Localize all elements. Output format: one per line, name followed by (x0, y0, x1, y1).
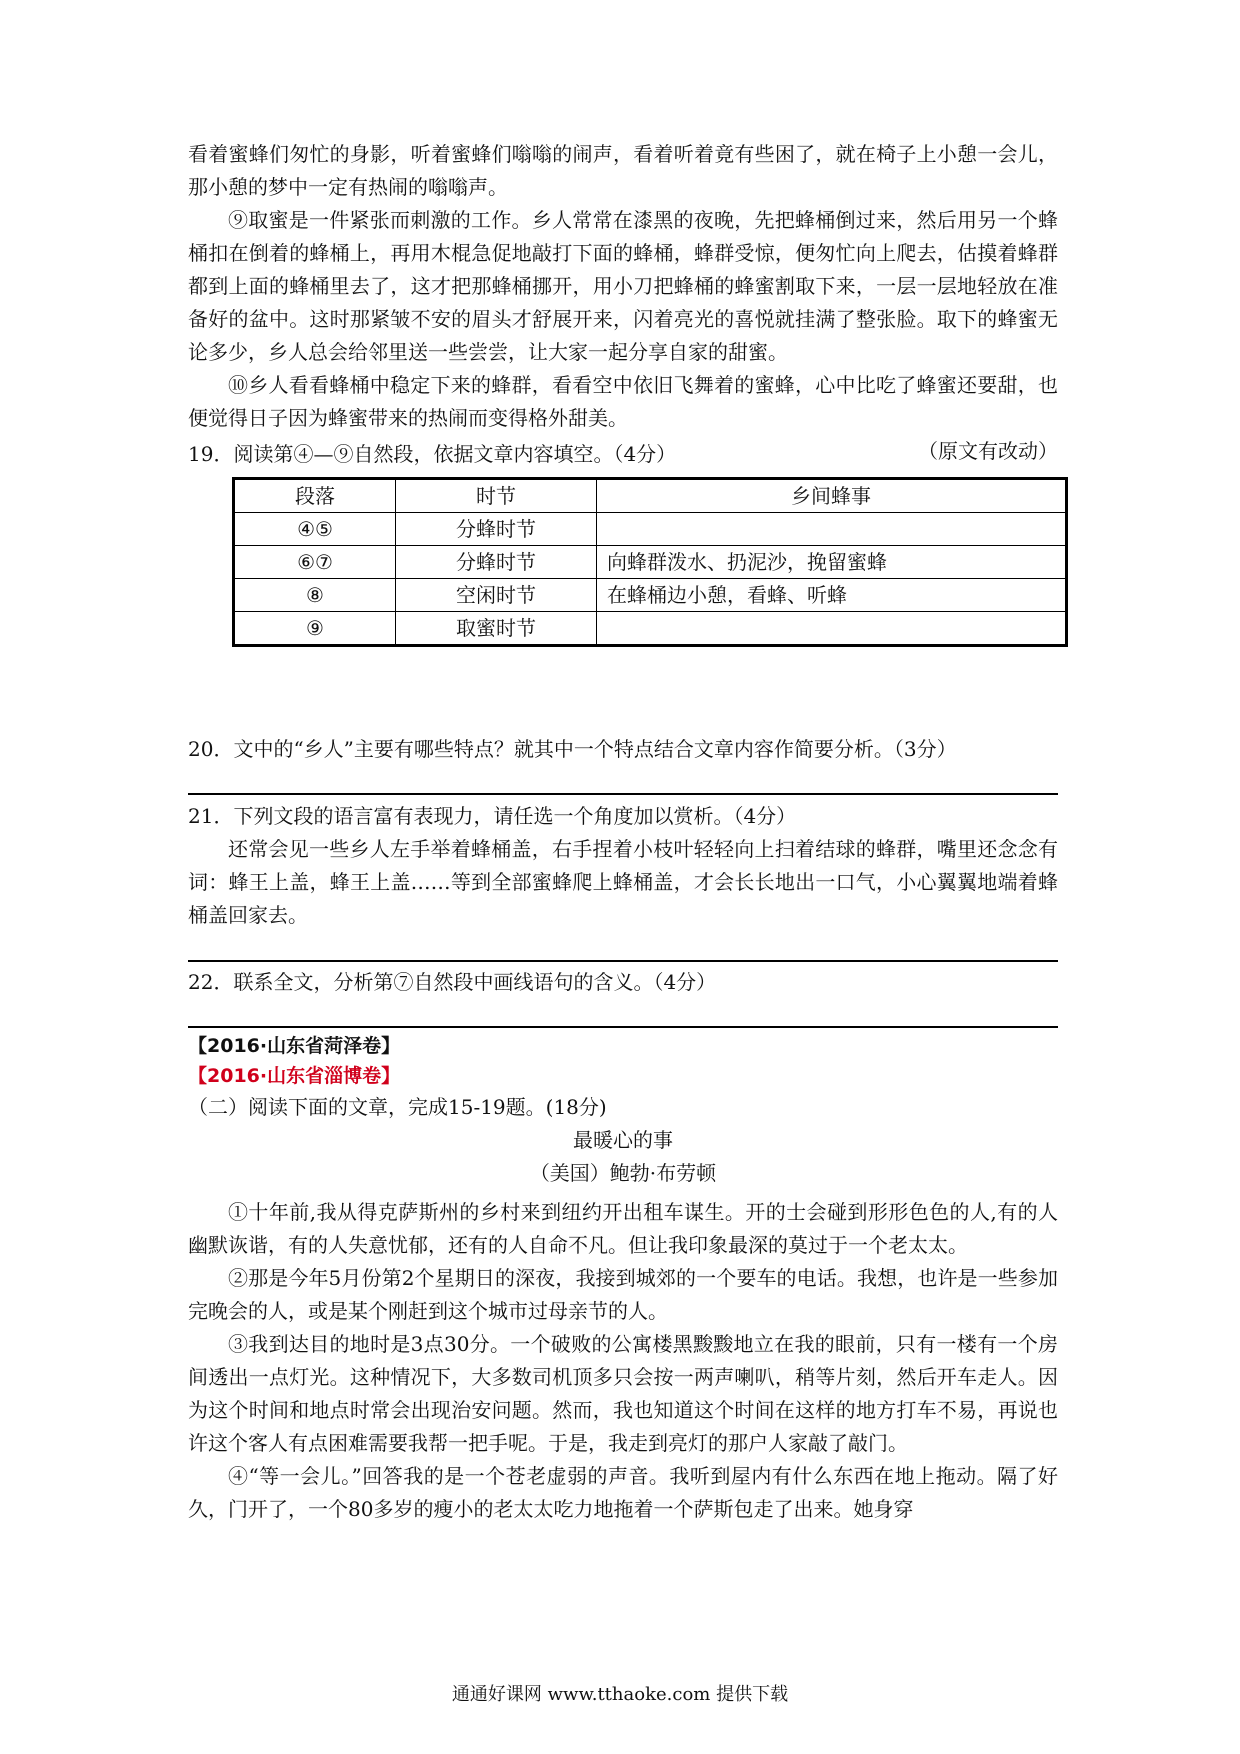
table-cell: 取蜜时节 (396, 612, 597, 646)
table-cell: 空闲时节 (396, 579, 597, 612)
question-text: 19．阅读第④—⑨自然段，依据文章内容填空。（4分） (188, 442, 677, 466)
table-cell: 在蜂桶边小憩，看蜂、听蜂 (597, 579, 1067, 612)
table-cell-blank (597, 513, 1067, 546)
table-cell: ⑨ (234, 612, 396, 646)
article-paragraph: ④“等一会儿。”回答我的是一个苍老虚弱的声音。我听到屋内有什么东西在地上拖动。隔了好久，门开了，一个80多岁的瘦小的老太太吃力地拖着一个萨斯包走了出来。她身穿 (188, 1464, 1058, 1521)
table-header-cell: 乡间蜂事 (597, 479, 1067, 513)
source-note: （原文有改动） (918, 439, 1058, 463)
article-author: （美国）鲍勃·布劳顿 (529, 1161, 717, 1185)
table-cell: 分蜂时节 (396, 513, 597, 546)
answer-line (188, 960, 1058, 962)
passage-top (188, 138, 1058, 468)
table-cell-blank (597, 612, 1067, 646)
table-cell: 分蜂时节 (396, 546, 597, 579)
table-cell: 向蜂群泼水、扔泥沙，挽留蜜蜂 (597, 546, 1067, 579)
question-20 (188, 733, 1058, 766)
table-header-cell: 时节 (396, 479, 597, 513)
article-paragraph: ②那是今年5月份第2个星期日的深夜，我接到城郊的一个要车的电话。我想，也许是一些参加完晚会的人，或是某个刚赶到这个城市过母亲节的人。 (188, 1266, 1058, 1323)
answer-line (188, 793, 1058, 795)
heading-heze: 【2016·山东省菏泽卷】 (188, 1035, 401, 1057)
question-text: 20．文中的“乡人”主要有哪些特点？就其中一个特点结合文章内容作简要分析。（3分） (188, 737, 957, 761)
section-intro: （二）阅读下面的文章，完成15-19题。(18分) (188, 1095, 607, 1119)
passage-paragraph: ⑩乡人看看蜂桶中稳定下来的蜂群，看看空中依旧飞舞着的蜜蜂，心中比吃了蜂蜜还要甜，也便觉得日子因为蜂蜜带来的热闹而变得格外甜美。 (188, 373, 1058, 430)
table-header-cell: 段落 (234, 479, 396, 513)
table-row (234, 579, 1067, 612)
table-row (234, 612, 1067, 646)
table-header-row (234, 479, 1067, 513)
passage-paragraph: ⑨取蜜是一件紧张而刺激的工作。乡人常常在漆黑的夜晚，先把蜂桶倒过来，然后用另一个蜂桶扣在倒着的蜂桶上，再用木棍急促地敲打下面的蜂桶，蜂群受惊，便匆忙向上爬去，估摸着蜂群都到上面的蜂桶里去了，这才把那蜂桶挪开，用小刀把蜂桶的蜂蜜割取下来，一层一层地轻放在准备好的盆中。这时那紧皱不安的眉头才舒展开来，闪着亮光的喜悦就挂满了整张脸。取下的蜂蜜无论多少，乡人总会给邻里送一些尝尝，让大家一起分享自家的甜蜜。 (188, 208, 1058, 364)
heading-zibo: 【2016·山东省淄博卷】 (188, 1065, 401, 1087)
table-cell: ⑧ (234, 579, 396, 612)
question-text: 21．下列文段的语言富有表现力，请任选一个角度加以赏析。（4分） (188, 804, 797, 828)
question-text: 22．联系全文，分析第⑦自然段中画线语句的含义。（4分） (188, 970, 717, 994)
article-paragraph: ①十年前,我从得克萨斯州的乡村来到纽约开出租车谋生。开的士会碰到形形色色的人,有的人幽默诙谐，有的人失意忧郁，还有的人自命不凡。但让我印象最深的莫过于一个老太太。 (188, 1200, 1058, 1257)
article-title: 最暖心的事 (573, 1128, 673, 1152)
table-cell: ④⑤ (234, 513, 396, 546)
article-body (188, 1196, 1058, 1526)
page-footer: 通通好课网 www.tthaoke.com 提供下载 (451, 1684, 789, 1705)
answer-table (232, 477, 1068, 647)
answer-line (188, 1026, 1058, 1028)
quoted-passage: 还常会见一些乡人左手举着蜂桶盖，右手捏着小枝叶轻轻向上扫着结球的蜂群，嘴里还念念有词：蜂王上盖，蜂王上盖……等到全部蜜蜂爬上蜂桶盖，才会长长地出一口气，小心翼翼地端着蜂桶盖回家去。 (188, 837, 1058, 927)
question-21 (188, 800, 1058, 932)
question-22 (188, 966, 1058, 999)
table-row (234, 546, 1067, 579)
section-headings (188, 1031, 1058, 1190)
table-row (234, 513, 1067, 546)
question-19 (188, 438, 1058, 647)
article-paragraph: ③我到达目的地时是3点30分。一个破败的公寓楼黑黢黢地立在我的眼前，只有一楼有一个房间透出一点灯光。这种情况下，大多数司机顶多只会按一两声喇叭，稍等片刻，然后开车走人。因为这个时间和地点时常会出现治安问题。然而，我也知道这个时间在这样的地方打车不易，再说也许这个客人有点困难需要我帮一把手呢。于是，我走到亮灯的那户人家敲了敲门。 (188, 1332, 1058, 1455)
table-cell: ⑥⑦ (234, 546, 396, 579)
passage-paragraph: 看着蜜蜂们匆忙的身影，听着蜜蜂们嗡嗡的闹声，看着听着竟有些困了，就在椅子上小憩一会儿，那小憩的梦中一定有热闹的嗡嗡声。 (188, 142, 1058, 199)
